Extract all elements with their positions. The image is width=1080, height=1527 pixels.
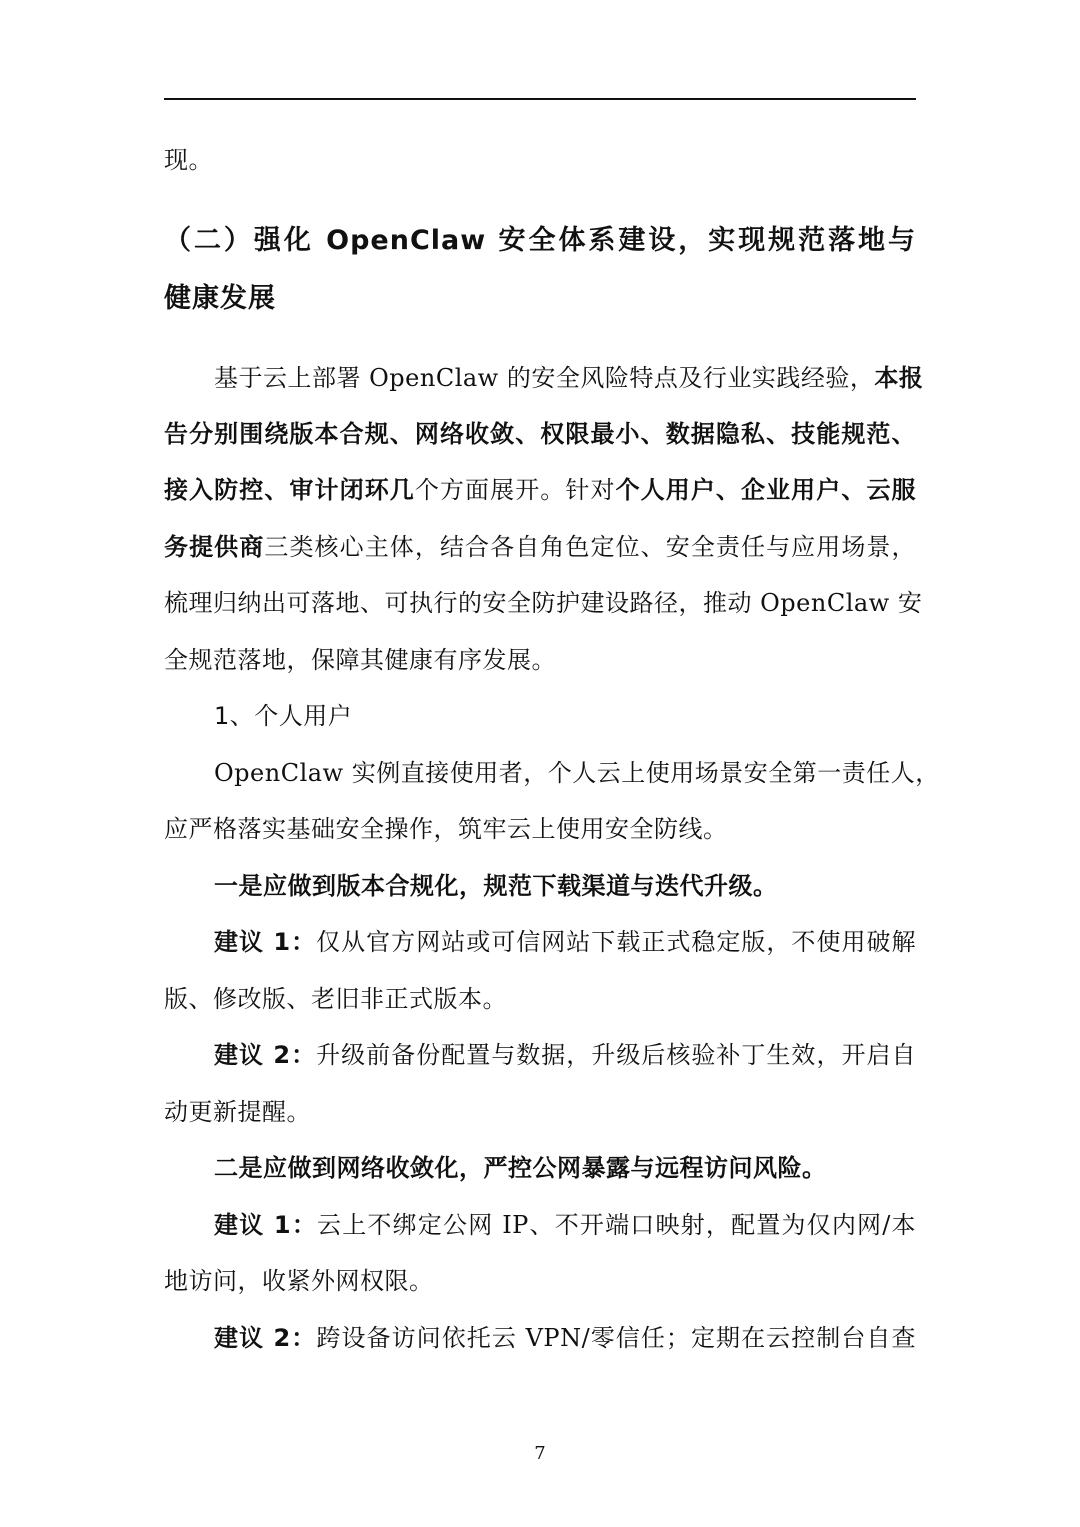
intro-line-2: 告分别围绕版本合规、网络收敛、权限最小、数据隐私、技能规范、 bbox=[164, 420, 916, 448]
intro-bold-text: 接入防控、审计闭环几 bbox=[164, 476, 415, 504]
intro-line-5: 梳理归纳出可落地、可执行的安全防护建设路径，推动 OpenClaw 安 bbox=[164, 589, 923, 617]
point-2-suggestion-1-line-1 bbox=[214, 1208, 916, 1242]
intro-bold-text: 务提供商 bbox=[164, 533, 265, 561]
suggestion-label: 建议 2： bbox=[214, 1324, 317, 1352]
user-paragraph-line-2: 应严格落实基础安全操作，筑牢云上使用安全防线。 bbox=[164, 815, 728, 843]
suggestion-text: 跨设备访问依托云 VPN/零信任；定期在云控制台自查 bbox=[316, 1324, 916, 1352]
suggestion-label: 建议 1： bbox=[214, 1211, 318, 1239]
header-rule bbox=[164, 98, 916, 100]
point-1-suggestion-2-line-1 bbox=[214, 1038, 916, 1072]
point-1-suggestion-1-line-1 bbox=[214, 925, 916, 959]
suggestion-text: 仅从官方网站或可信网站下载正式稳定版，不使用破解 bbox=[316, 928, 916, 956]
point-1-title: 一是应做到版本合规化，规范下载渠道与迭代升级。 bbox=[214, 872, 778, 900]
intro-bold-text: 本报 bbox=[874, 364, 924, 392]
intro-bold-text: 个人用户、企业用户、云服 bbox=[615, 476, 917, 504]
intro-line-3 bbox=[164, 473, 916, 507]
point-1-suggestion-2-line-2: 动更新提醒。 bbox=[164, 1098, 311, 1126]
intro-text: 基于云上部署 OpenClaw 的安全风险特点及行业实践经验， bbox=[214, 364, 875, 392]
point-2-suggestion-2-line-1 bbox=[214, 1321, 916, 1355]
suggestion-label: 建议 1： bbox=[214, 928, 317, 956]
point-2-suggestion-1-line-2: 地访问，收紧外网权限。 bbox=[164, 1267, 434, 1295]
suggestion-text: 云上不绑定公网 IP、不开端口映射，配置为仅内网/本 bbox=[317, 1211, 917, 1239]
suggestion-label: 建议 2： bbox=[214, 1041, 317, 1069]
intro-line-6: 全规范落地，保障其健康有序发展。 bbox=[164, 646, 556, 674]
intro-text: 个方面展开。针对 bbox=[414, 476, 616, 504]
page-number: 7 bbox=[534, 1443, 546, 1464]
subsection-title: 1、个人用户 bbox=[214, 702, 353, 730]
continuation-text: 现。 bbox=[164, 146, 213, 174]
intro-text: 三类核心主体，结合各自角色定位、安全责任与应用场景， bbox=[264, 533, 917, 561]
intro-line-4 bbox=[164, 530, 916, 564]
section-heading-line-1: （二）强化 OpenClaw 安全体系建设，实现规范落地与 bbox=[164, 225, 916, 256]
point-1-suggestion-1-line-2: 版、修改版、老旧非正式版本。 bbox=[164, 985, 507, 1013]
suggestion-text: 升级前备份配置与数据，升级后核验补丁生效，开启自 bbox=[316, 1041, 916, 1069]
intro-line-1 bbox=[214, 361, 924, 395]
point-2-title: 二是应做到网络收敛化，严控公网暴露与远程访问风险。 bbox=[214, 1154, 827, 1182]
section-heading-line-2: 健康发展 bbox=[164, 283, 276, 314]
user-paragraph-line-1: OpenClaw 实例直接使用者，个人云上使用场景安全第一责任人， bbox=[214, 759, 940, 787]
